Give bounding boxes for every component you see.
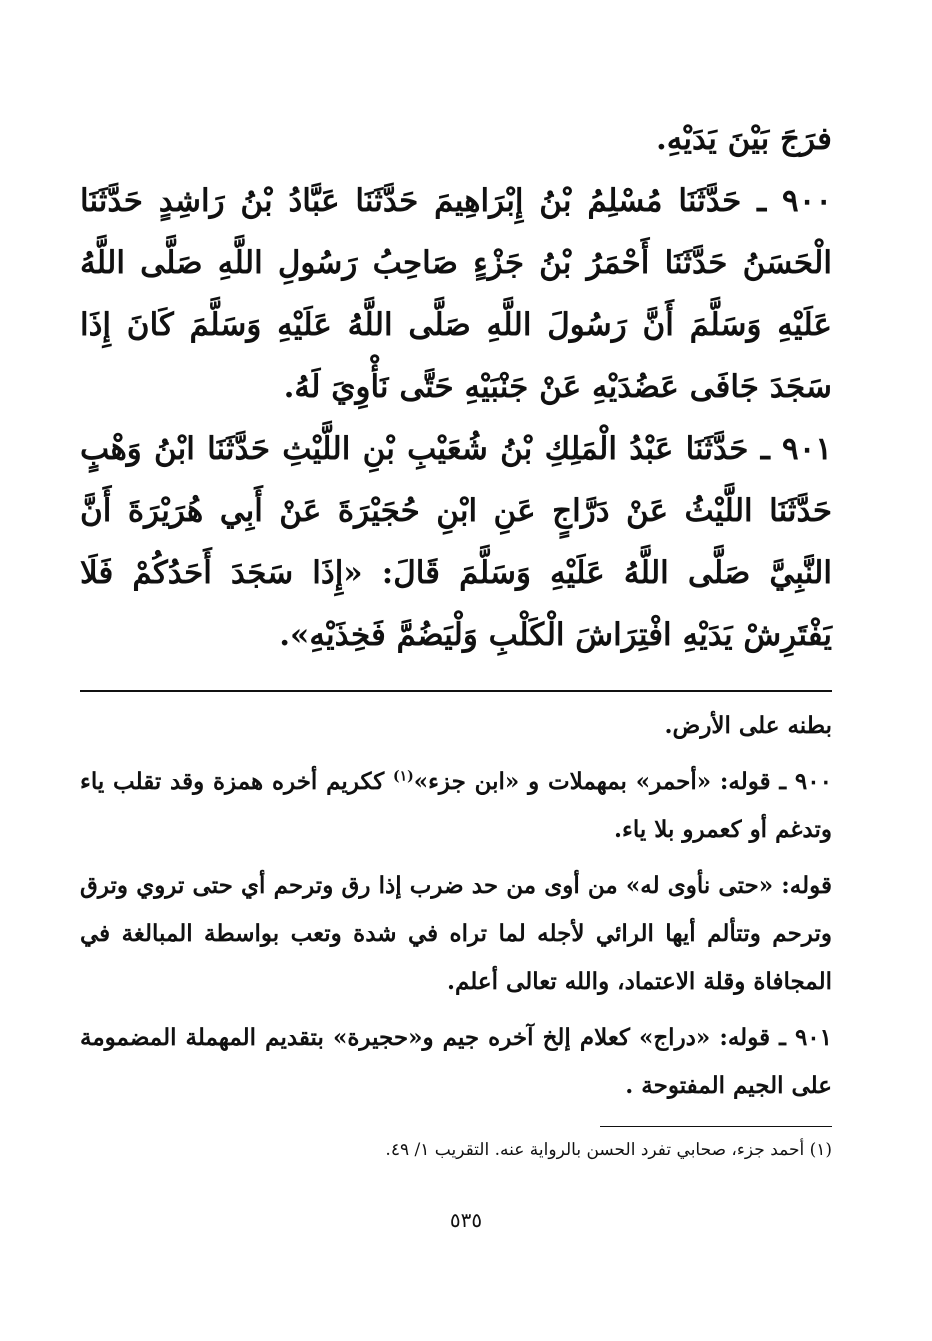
hadith-901: ٩٠١ ـ حَدَّثَنَا عَبْدُ الْمَلِكِ بْنُ شُعَيْبِ بْنِ اللَّيْثِ حَدَّثَنَا ابْنُ وَهْبٍ حَدَّثَنَا اللَّيْثُ عَنْ دَرَّاجٍ عَنِ ابْنِ حُجَيْرَةَ عَنْ أَبِي هُرَيْرَةَ أَنَّ النَّبِيَّ صَلَّى اللَّهُ عَلَيْهِ وَسَلَّمَ قَالَ: «إِذَا سَجَدَ أَحَدُكُمْ فَلَا يَفْتَرِشْ يَدَيْهِ افْتِرَاشَ الْكَلْبِ وَلْيَضُمَّ فَخِذَيْهِ». [80,431,832,653]
commentary [80,702,832,1110]
commentary-continuation: بطنه على الأرض. [664,712,832,739]
hadith-continuation: فرَجَ بَيْنَ يَدَيْهِ. [655,121,832,157]
commentary-901: ٩٠١ ـ قوله: «دراج» كعلام إلخ آخره جيم و«حجيرة» بتقديم المهملة المضمومة على الجيم المفتوحة . [80,1024,832,1099]
footnote-divider [600,1126,832,1127]
page-body [80,108,832,1163]
footnote-ref: (١) [392,768,414,785]
commentary-900: ٩٠٠ ـ قوله: «أحمر» بمهملات و «ابن جزء»$^{(١)}$ ككريم أخره همزة وقد تقلب ياء وتدغم أو كعمرو بلا ياء. [80,768,832,843]
hadith-900: ٩٠٠ ـ حَدَّثَنَا مُسْلِمُ بْنُ إِبْرَاهِيمَ حَدَّثَنَا عَبَّادُ بْنُ رَاشِدٍ حَدَّثَنَا الْحَسَنُ حَدَّثَنَا أَحْمَرُ بْنُ جَزْءٍ صَاحِبُ رَسُولِ اللَّهِ صَلَّى اللَّهُ عَلَيْهِ وَسَلَّمَ أَنَّ رَسُولَ اللَّهِ صَلَّى اللَّهُ عَلَيْهِ وَسَلَّمَ كَانَ إِذَا سَجَدَ جَافَى عَضُدَيْهِ عَنْ جَنْبَيْهِ حَتَّى نَأْوِيَ لَهُ. [80,183,832,405]
footnote: (١) أحمد جزء، صحابي تفرد الحسن بالرواية عنه. التقريب ١/ ٤٩. [385,1140,832,1160]
section-divider [80,690,832,692]
hadith-text [80,108,832,666]
page-number: ٥٣٥ [449,1208,483,1232]
commentary-900-note: قوله: «حتى نأوى له» من أوى من حد ضرب إذا رق وترحم أي حتى تروي وترق وترحم وتتألم أيها الرائي لأجله لما تراه في شدة وتعب بواسطة المبالغة في المجافاة وقلة الاعتماد، والله تعالى أعلم. [80,872,832,995]
